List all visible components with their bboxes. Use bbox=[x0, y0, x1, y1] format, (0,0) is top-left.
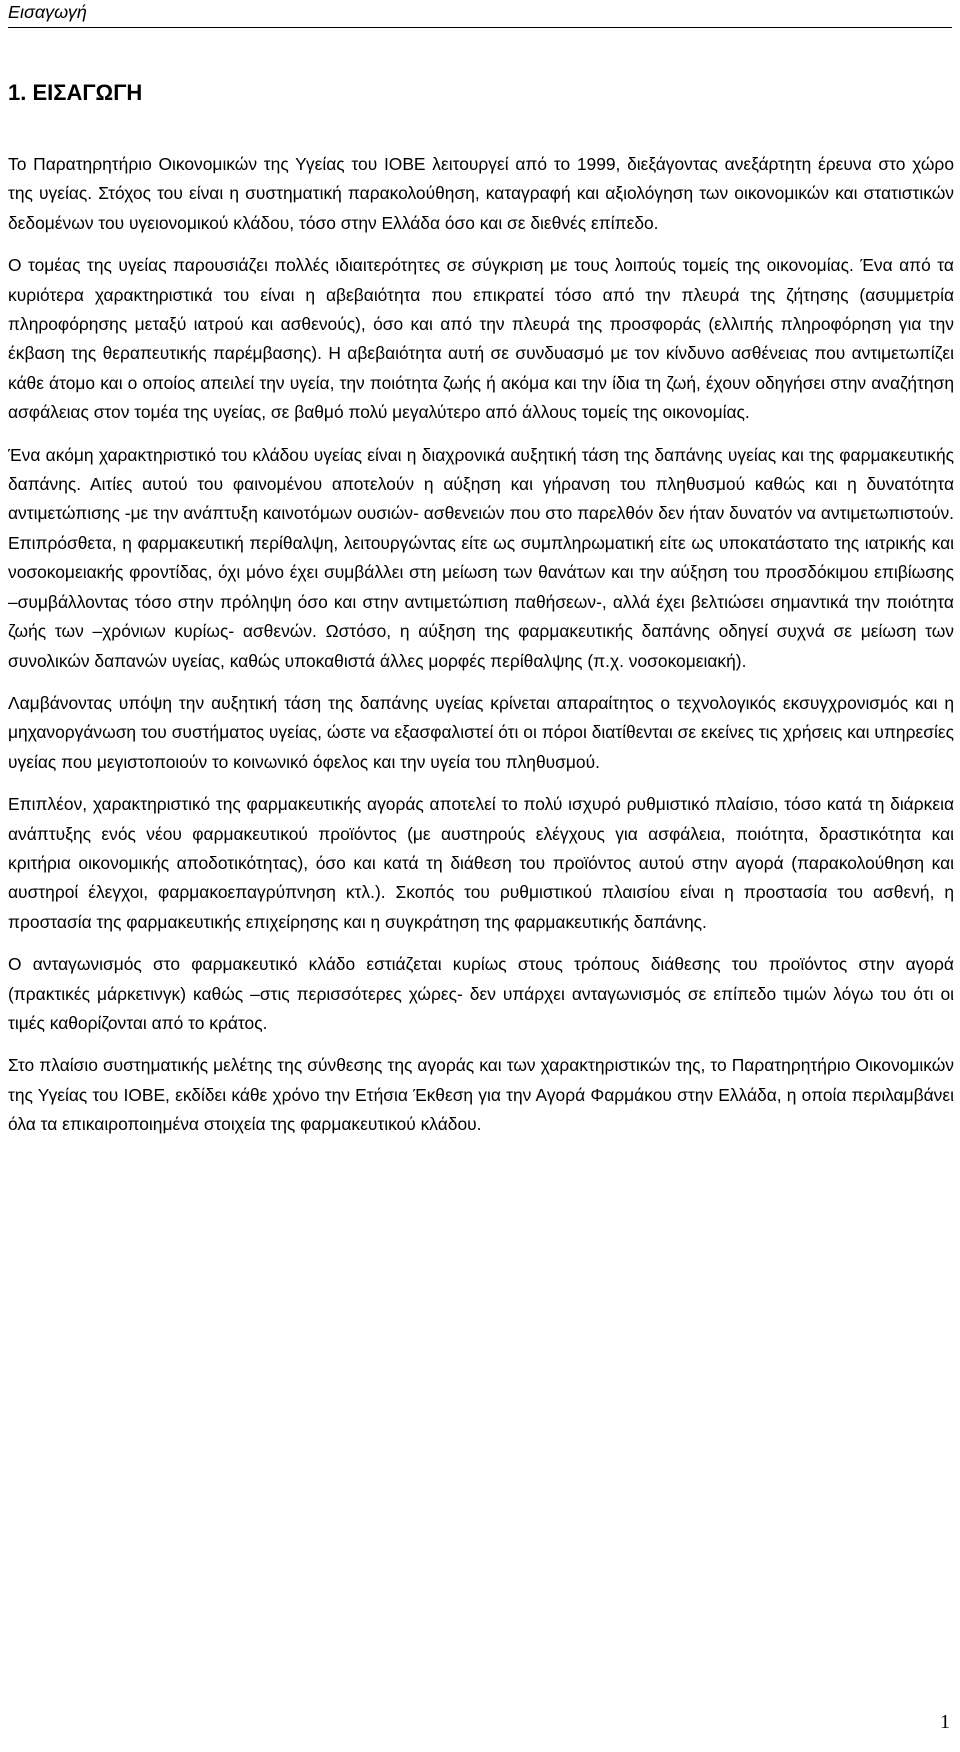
paragraph-modernization: Λαμβάνοντας υπόψη την αυξητική τάση της δαπάνης υγείας κρίνεται απαραίτητος ο τεχνολογικός εκσυγχρονισμός και η μηχανοργάνωση του συστήματος υγείας, ώστε να εξασφαλιστεί ότι οι πόροι διατίθενται σε εκείνες τις χρήσεις και υπηρεσίες υγείας που μεγιστοποιούν το κοινωνικό όφελος και την υγεία του πληθυσμού. bbox=[8, 692, 954, 772]
paragraph-health-sector: Ο τομέας της υγείας παρουσιάζει πολλές ιδιαιτερότητες σε σύγκριση με τους λοιπούς τομείς της οικονομίας. Ένα από τα κυριότερα χαρακτηριστικά του είναι η αβεβαιότητα που επικρατεί τόσο από την πλευρά της ζήτησης (ασυμμετρία πληροφόρησης μεταξύ ιατρού και ασθενούς), όσο και από την πλευρά της προσφοράς (ελλιπής πληροφόρηση για την έκβαση της θεραπευτικής παρέμβασης). Η αβεβαιότητα αυτή σε συνδυασμό με τον κίνδυνο ασθένειας που αντιμετωπίζει κάθε άτομο και ο οποίος απειλεί την υγεία, την ποιότητα ζωής ή ακόμα και την ίδια τη ζωή, έχουν οδηγήσει στην αναζήτηση ασφάλειας στον τομέα της υγείας, σε βαθμό πολύ μεγαλύτερο από άλλους τομείς της οικονομίας. bbox=[8, 255, 954, 423]
paragraph-regulation: Επιπλέον, χαρακτηριστικό της φαρμακευτικής αγοράς αποτελεί το πολύ ισχυρό ρυθμιστικό πλαίσιο, τόσο κατά τη διάρκεια ανάπτυξης ενός νέου φαρμακευτικού προϊόντος (με αυστηρούς ελέγχους για ασφάλεια, ποιότητα, δραστικότητα και κριτήρια οικονομικής αποδοτικότητας), όσο και κατά τη διάθεση του προϊόντος αυτού στην αγορά (παρακολούθηση και αυστηροί έλεγχοι, φαρμακοεπαγρύπνηση κτλ.). Σκοπός του ρυθμιστικού πλαισίου είναι η προστασία του ασθενή, η προστασία της φαρμακευτικής επιχείρησης και η συγκράτηση της φαρμακευτικής δαπάνης. bbox=[8, 794, 954, 932]
chapter-title: 1. ΕΙΣΑΓΩΓΗ bbox=[8, 80, 143, 105]
paragraph-competition: Ο ανταγωνισμός στο φαρμακευτικό κλάδο εστιάζεται κυρίως στους τρόπους διάθεσης του προϊόντος στην αγορά (πρακτικές μάρκετινγκ) καθώς –στις περισσότερες χώρες- δεν υπάρχει ανταγωνισμός σε επίπεδο τιμών λόγω του ότι οι τιμές καθορίζονται από το κράτος. bbox=[8, 954, 954, 1033]
document-body bbox=[8, 150, 954, 1153]
paragraph-spending-trend: Ένα ακόμη χαρακτηριστικό του κλάδου υγείας είναι η διαχρονικά αυξητική τάση της δαπάνης υγείας και της φαρμακευτικής δαπάνης. Αιτίες αυτού του φαινομένου αποτελούν η αύξηση και γήρανση του πληθυσμού καθώς και η δυνατότητα αντιμετώπισης -με την ανάπτυξη καινοτόμων ουσιών- ασθενειών που στο παρελθόν δεν ήταν δυνατόν να αντιμετωπιστούν. Επιπρόσθετα, η φαρμακευτική περίθαλψη, λειτουργώντας είτε ως συμπληρωματική είτε ως υποκατάστατο της ιατρικής και νοσοκομειακής φροντίδας, όχι μόνο έχει συμβάλλει στη μείωση των θανάτων και την αύξηση του προσδόκιμου επιβίωσης –συμβάλλοντας τόσο στην πρόληψη όσο και στην αντιμετώπιση παθήσεων-, αλλά έχει βελτιώσει σημαντικά την ποιότητα ζωής των –χρόνιων κυρίως- ασθενών. Ωστόσο, η αύξηση της φαρμακευτικής δαπάνης οδηγεί συχνά σε μείωση των συνολικών δαπανών υγείας, καθώς υποκαθιστά άλλες μορφές περίθαλψης (π.χ. νοσοκομειακή). bbox=[8, 444, 954, 671]
running-header: Εισαγωγή bbox=[8, 2, 87, 22]
page-number: 1 bbox=[940, 1711, 950, 1733]
paragraph-annual-report: Στο πλαίσιο συστηματικής μελέτης της σύνθεσης της αγοράς και των χαρακτηριστικών της, το Παρατηρητήριο Οικονομικών της Υγείας του ΙΟΒΕ, εκδίδει κάθε χρόνο την Ετήσια Έκθεση για την Αγορά Φαρμάκου στην Ελλάδα, η οποία περιλαμβάνει όλα τα επικαιροποιημένα στοιχεία της φαρμακευτικού κλάδου. bbox=[8, 1055, 954, 1135]
paragraph-intro: Το Παρατηρητήριο Οικονομικών της Υγείας του ΙΟΒΕ λειτουργεί από το 1999, διεξάγοντας ανεξάρτητη έρευνα στο χώρο της υγείας. Στόχος του είναι η συστηματική παρακολούθηση, καταγραφή και αξιολόγηση των οικονομικών και στατιστικών δεδομένων του υγειονομικού κλάδου, τόσο στην Ελλάδα όσο και σε διεθνές επίπεδο. bbox=[8, 154, 954, 233]
header-divider bbox=[8, 27, 952, 28]
